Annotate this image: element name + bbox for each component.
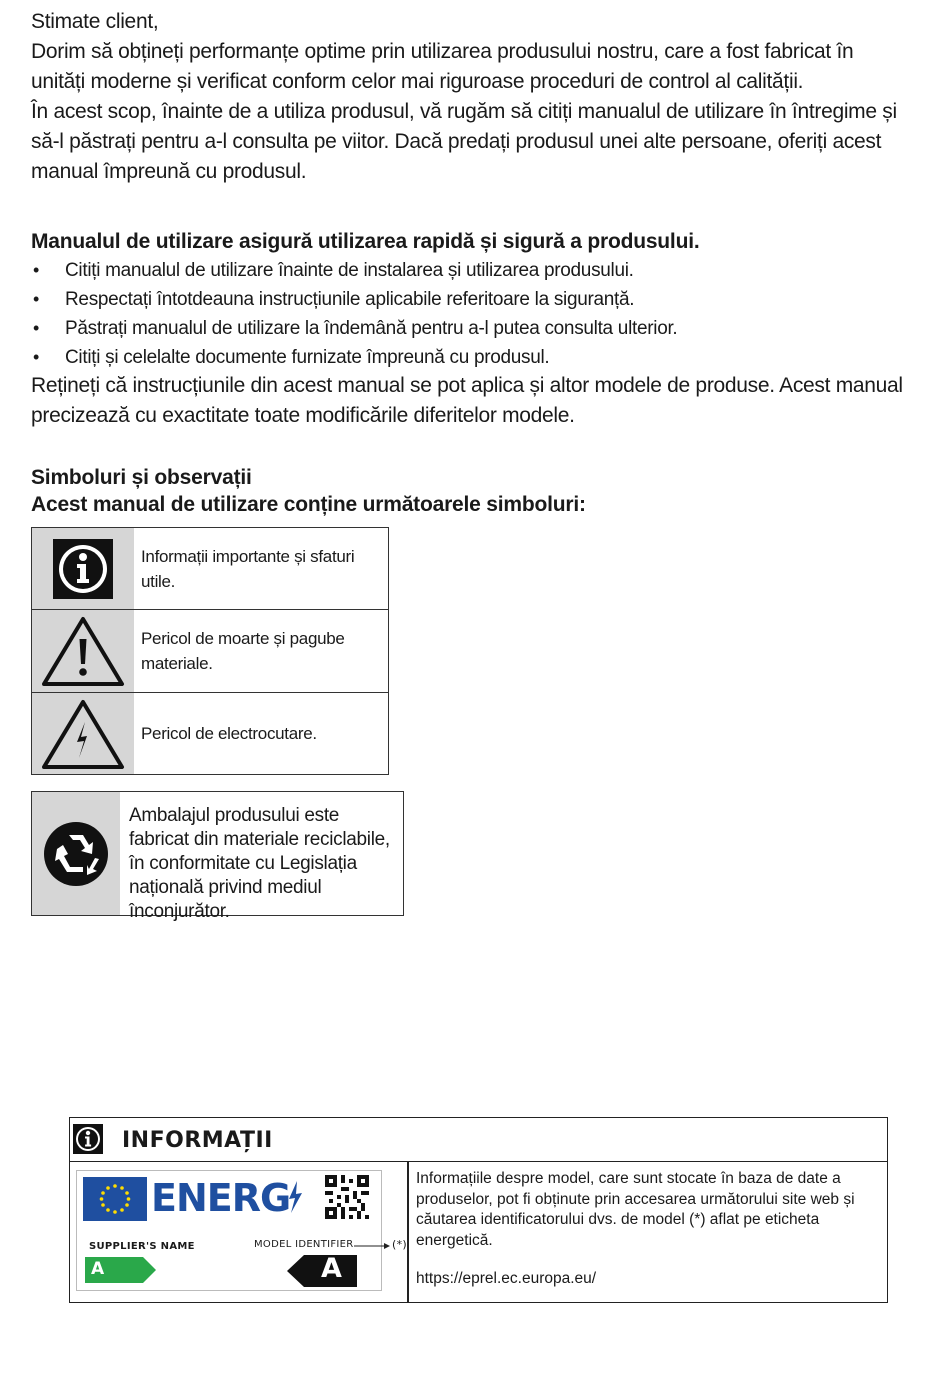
list-item: • Citiți manualul de utilizare înainte de instalarea și utilizarea produsului. [33,260,634,281]
symbol-row-electric [32,693,388,774]
symbol-text: Pericol de electrocutare. [141,724,317,743]
greeting: Stimate client, [31,10,159,33]
symbols-heading: Simboluri și observații [31,466,252,489]
info-text: Informațiile despre model, care sunt stocate în baza de date a produselor, pot fi obținute prin accesarea următorului site web și căutarea identificatorului dvs. de model (*) aflat pe eticheta energetică. [416,1170,855,1249]
lightning-icon [287,1181,303,1213]
symbol-row-info [32,528,388,610]
energy-class-left: A [91,1259,105,1279]
info-title: INFORMAȚII [122,1128,273,1153]
manual-bullet-list [31,256,677,372]
list-item: • Respectați întotdeauna instrucțiunile aplicabile referitoare la siguranță. [33,289,635,310]
symbol-text: Pericol de moarte și pagube materiale. [141,629,345,673]
recycle-text: Ambalajul produsului este fabricat din materiale reciclabile, în conformitate cu Legislația națională privind mediul înconjurător. [129,805,390,922]
energ-logo-text: ENERG [151,1176,291,1220]
info-box [69,1117,888,1303]
eprel-link[interactable]: https://eprel.ec.europa.eu/ [416,1270,597,1287]
list-item: • Păstrați manualul de utilizare la îndemână pentru a-l putea consulta ulterior. [33,318,678,339]
qr-code-icon [325,1175,369,1219]
energy-class-right: A [321,1253,342,1284]
electric-shock-icon [41,698,125,770]
symbols-table [31,527,389,775]
symbol-row-danger [32,610,388,693]
info-icon [52,538,114,600]
energy-label [76,1170,407,1291]
intro-paragraph-2: În acest scop, înainte de a utiliza produsul, vă rugăm să citiți manualul de utilizare în întregime și să-l păstrați pentru a-l consulta pe viitor. Dacă predați produsul unei alte persoane, oferiți acest manual împreună cu produsul. [31,100,897,183]
list-item: • Citiți și celelalte documente furnizate împreună cu produsul. [33,347,550,368]
symbol-text: Informații importante și sfaturi utile. [141,546,355,591]
manual-note: Rețineți că instrucțiunile din acest manual se pot aplica și altor modele de produse. Acest manual precizează cu exactitate toate modificările diferitelor modele. [31,374,903,427]
intro-paragraph-1: Dorim să obțineți performanțe optime prin utilizarea produsului nostru, care a fost fabricat în unități moderne și verificat conform celor mai riguroase proceduri de control al calității. [31,40,854,93]
arrow-icon [354,1241,390,1251]
model-identifier: MODEL IDENTIFIER [254,1239,354,1250]
asterisk-marker: (*) [392,1238,407,1251]
info-header [70,1118,887,1162]
symbols-subheading: Acest manual de utilizare conține următoarele simboluri: [31,493,586,516]
recycle-icon [43,821,109,887]
supplier-name: SUPPLIER'S NAME [89,1241,195,1252]
eu-flag-icon [83,1177,147,1221]
info-divider [407,1162,409,1302]
manual-heading: Manualul de utilizare asigură utilizarea rapidă și sigură a produsului. [31,230,700,253]
info-icon [73,1124,103,1154]
recycle-box [31,791,404,922]
warning-triangle-icon [41,615,125,687]
